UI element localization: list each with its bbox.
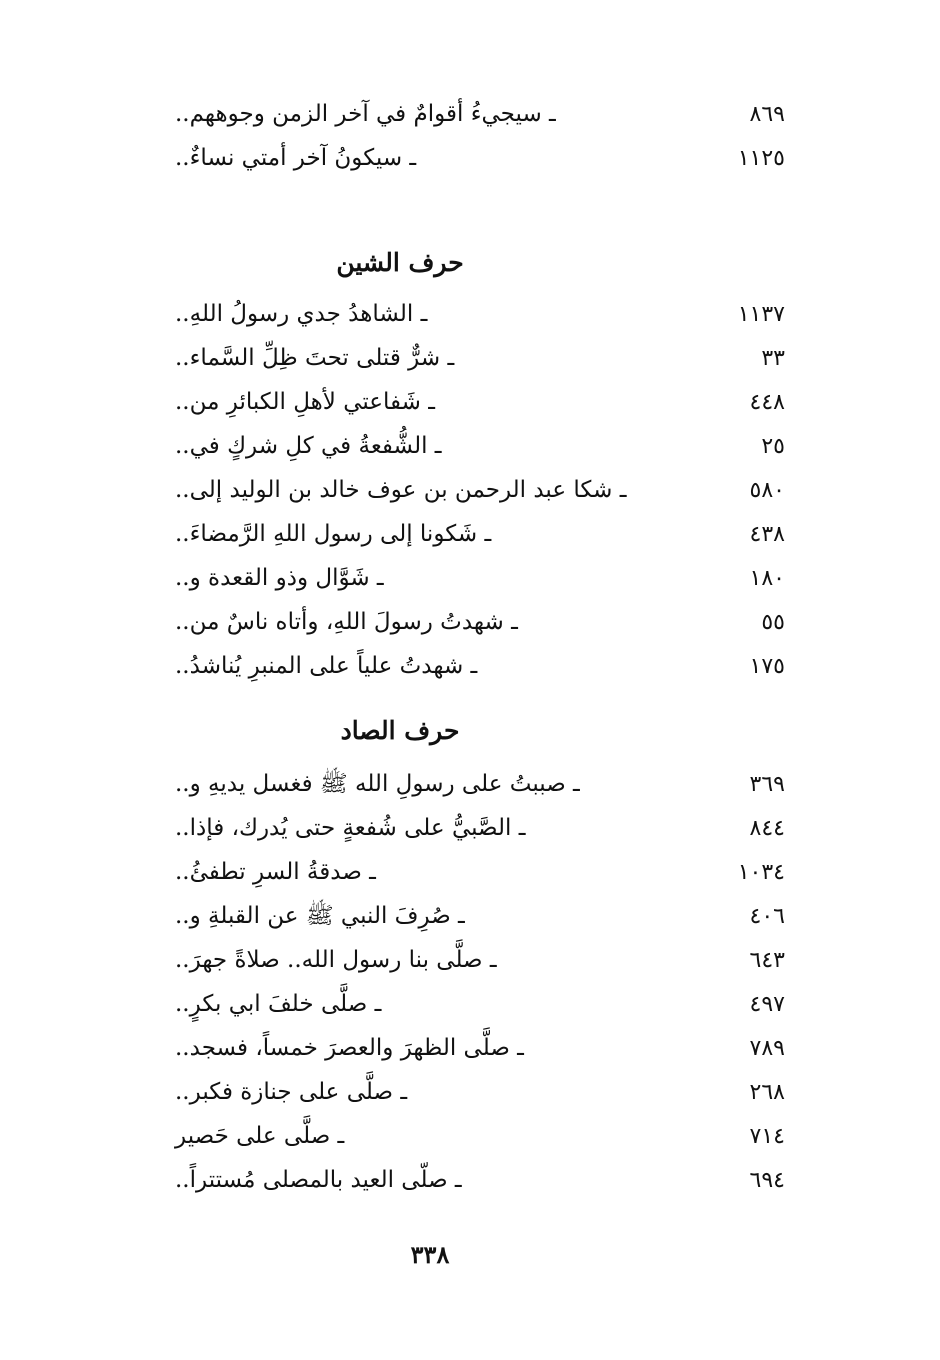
entry-text: ـ صلَّى خلفَ ابي بكرٍ..: [175, 991, 382, 1017]
list-item: [175, 136, 785, 180]
entry-text: ـ صدقةُ السرِ تطفئُ..: [175, 859, 376, 885]
entry-text: ـ سيكونُ آخر أمتي نساءٌ..: [175, 145, 417, 171]
list-item: [175, 600, 785, 644]
entry-text: ـ شَكونا إلى رسول اللهِ الرَّمضاءَ..: [175, 521, 492, 547]
list-item: [175, 1114, 785, 1158]
list-item: [175, 468, 785, 512]
list-item: [175, 894, 785, 938]
entry-page: ٥٥: [761, 610, 785, 635]
entry-text: ـ صلَّى الظهرَ والعصرَ خمساً، فسجد..: [175, 1035, 524, 1061]
list-item: [175, 92, 785, 136]
list-item: [175, 424, 785, 468]
list-item: [175, 850, 785, 894]
list-item: [175, 1026, 785, 1070]
entry-page: ٣٣: [761, 346, 785, 371]
entry-text: ـ صلَّى على جنازة فكبر..: [175, 1079, 408, 1105]
list-item: [175, 762, 785, 806]
entry-text: ـ شهدتُ رسولَ اللهِ، وأتاه ناسٌ من..: [175, 609, 518, 635]
entry-page: ٦٩٤: [749, 1168, 785, 1193]
entry-text: ـ صلَّى على حَصير: [175, 1123, 345, 1149]
section-heading-sheen: حرف الشين: [336, 248, 464, 277]
section-heading-saad: حرف الصاد: [340, 716, 460, 745]
entry-text: ـ شَفاعتي لأهلِ الكبائرِ من..: [175, 389, 435, 415]
list-item: [175, 982, 785, 1026]
entry-page: ٣٦٩: [749, 772, 785, 797]
entry-page: ٢٥: [761, 434, 785, 459]
entry-page: ٢٦٨: [749, 1080, 785, 1105]
list-item: [175, 380, 785, 424]
entry-text: ـ صُرِفَ النبي ﷺ عن القبلةِ و..: [175, 903, 465, 929]
entry-text: ـ الشُّفعةُ في كلِ شركٍ في..: [175, 433, 442, 459]
entry-text: ـ شرٌّ قتلى تحتَ ظِلِّ السَّماء..: [175, 345, 455, 371]
entry-text: ـ صببتُ على رسولِ الله ﷺ فغسل يديهِ و..: [175, 771, 580, 797]
entry-page: ١٨٠: [749, 566, 785, 591]
entry-page: ٤٩٧: [749, 992, 785, 1017]
list-item: [175, 292, 785, 336]
list-item: [175, 512, 785, 556]
entry-page: ٥٨٠: [749, 478, 785, 503]
list-item: [175, 1070, 785, 1114]
list-item: [175, 644, 785, 688]
entry-page: ٨٦٩: [749, 102, 785, 127]
entry-page: ١١٣٧: [737, 302, 785, 327]
entry-page: ٤٣٨: [749, 522, 785, 547]
entry-text: ـ شهدتُ علياً على المنبرِ يُناشدُ..: [175, 653, 478, 679]
section-sheen-entries: [175, 292, 785, 688]
entry-page: ٦٤٣: [749, 948, 785, 973]
entry-text: ـ شكا عبد الرحمن بن عوف خالد بن الوليد إلى..: [175, 477, 627, 503]
entry-page: ٨٤٤: [749, 816, 785, 841]
entry-text: ـ سيجيءُ أقوامٌ في آخر الزمن وجوههم..: [175, 101, 556, 127]
entry-page: ٧٨٩: [749, 1036, 785, 1061]
top-entries: [175, 92, 785, 180]
page-number: ٣٣٨: [410, 1240, 450, 1269]
list-item: [175, 556, 785, 600]
list-item: [175, 336, 785, 380]
section-saad-entries: [175, 762, 785, 1202]
entry-page: ١١٢٥: [737, 146, 785, 171]
list-item: [175, 938, 785, 982]
entry-text: ـ الصَّبيُّ على شُفعةٍ حتى يُدرك، فإذا..: [175, 815, 526, 841]
entry-text: ـ صلّى العيد بالمصلى مُستتراً..: [175, 1167, 462, 1193]
entry-text: ـ الشاهدُ جدي رسولُ اللهِ..: [175, 301, 428, 327]
entry-page: ١٧٥: [749, 654, 785, 679]
entry-text: ـ صلَّى بنا رسول الله.. صلاةً جهرَ..: [175, 947, 497, 973]
entry-page: ٧١٤: [749, 1124, 785, 1149]
entry-text: ـ شَوَّال وذو القعدة و..: [175, 565, 384, 591]
list-item: [175, 1158, 785, 1202]
entry-page: ٤٠٦: [749, 904, 785, 929]
entry-page: ٤٤٨: [749, 390, 785, 415]
list-item: [175, 806, 785, 850]
entry-page: ١٠٣٤: [737, 860, 785, 885]
